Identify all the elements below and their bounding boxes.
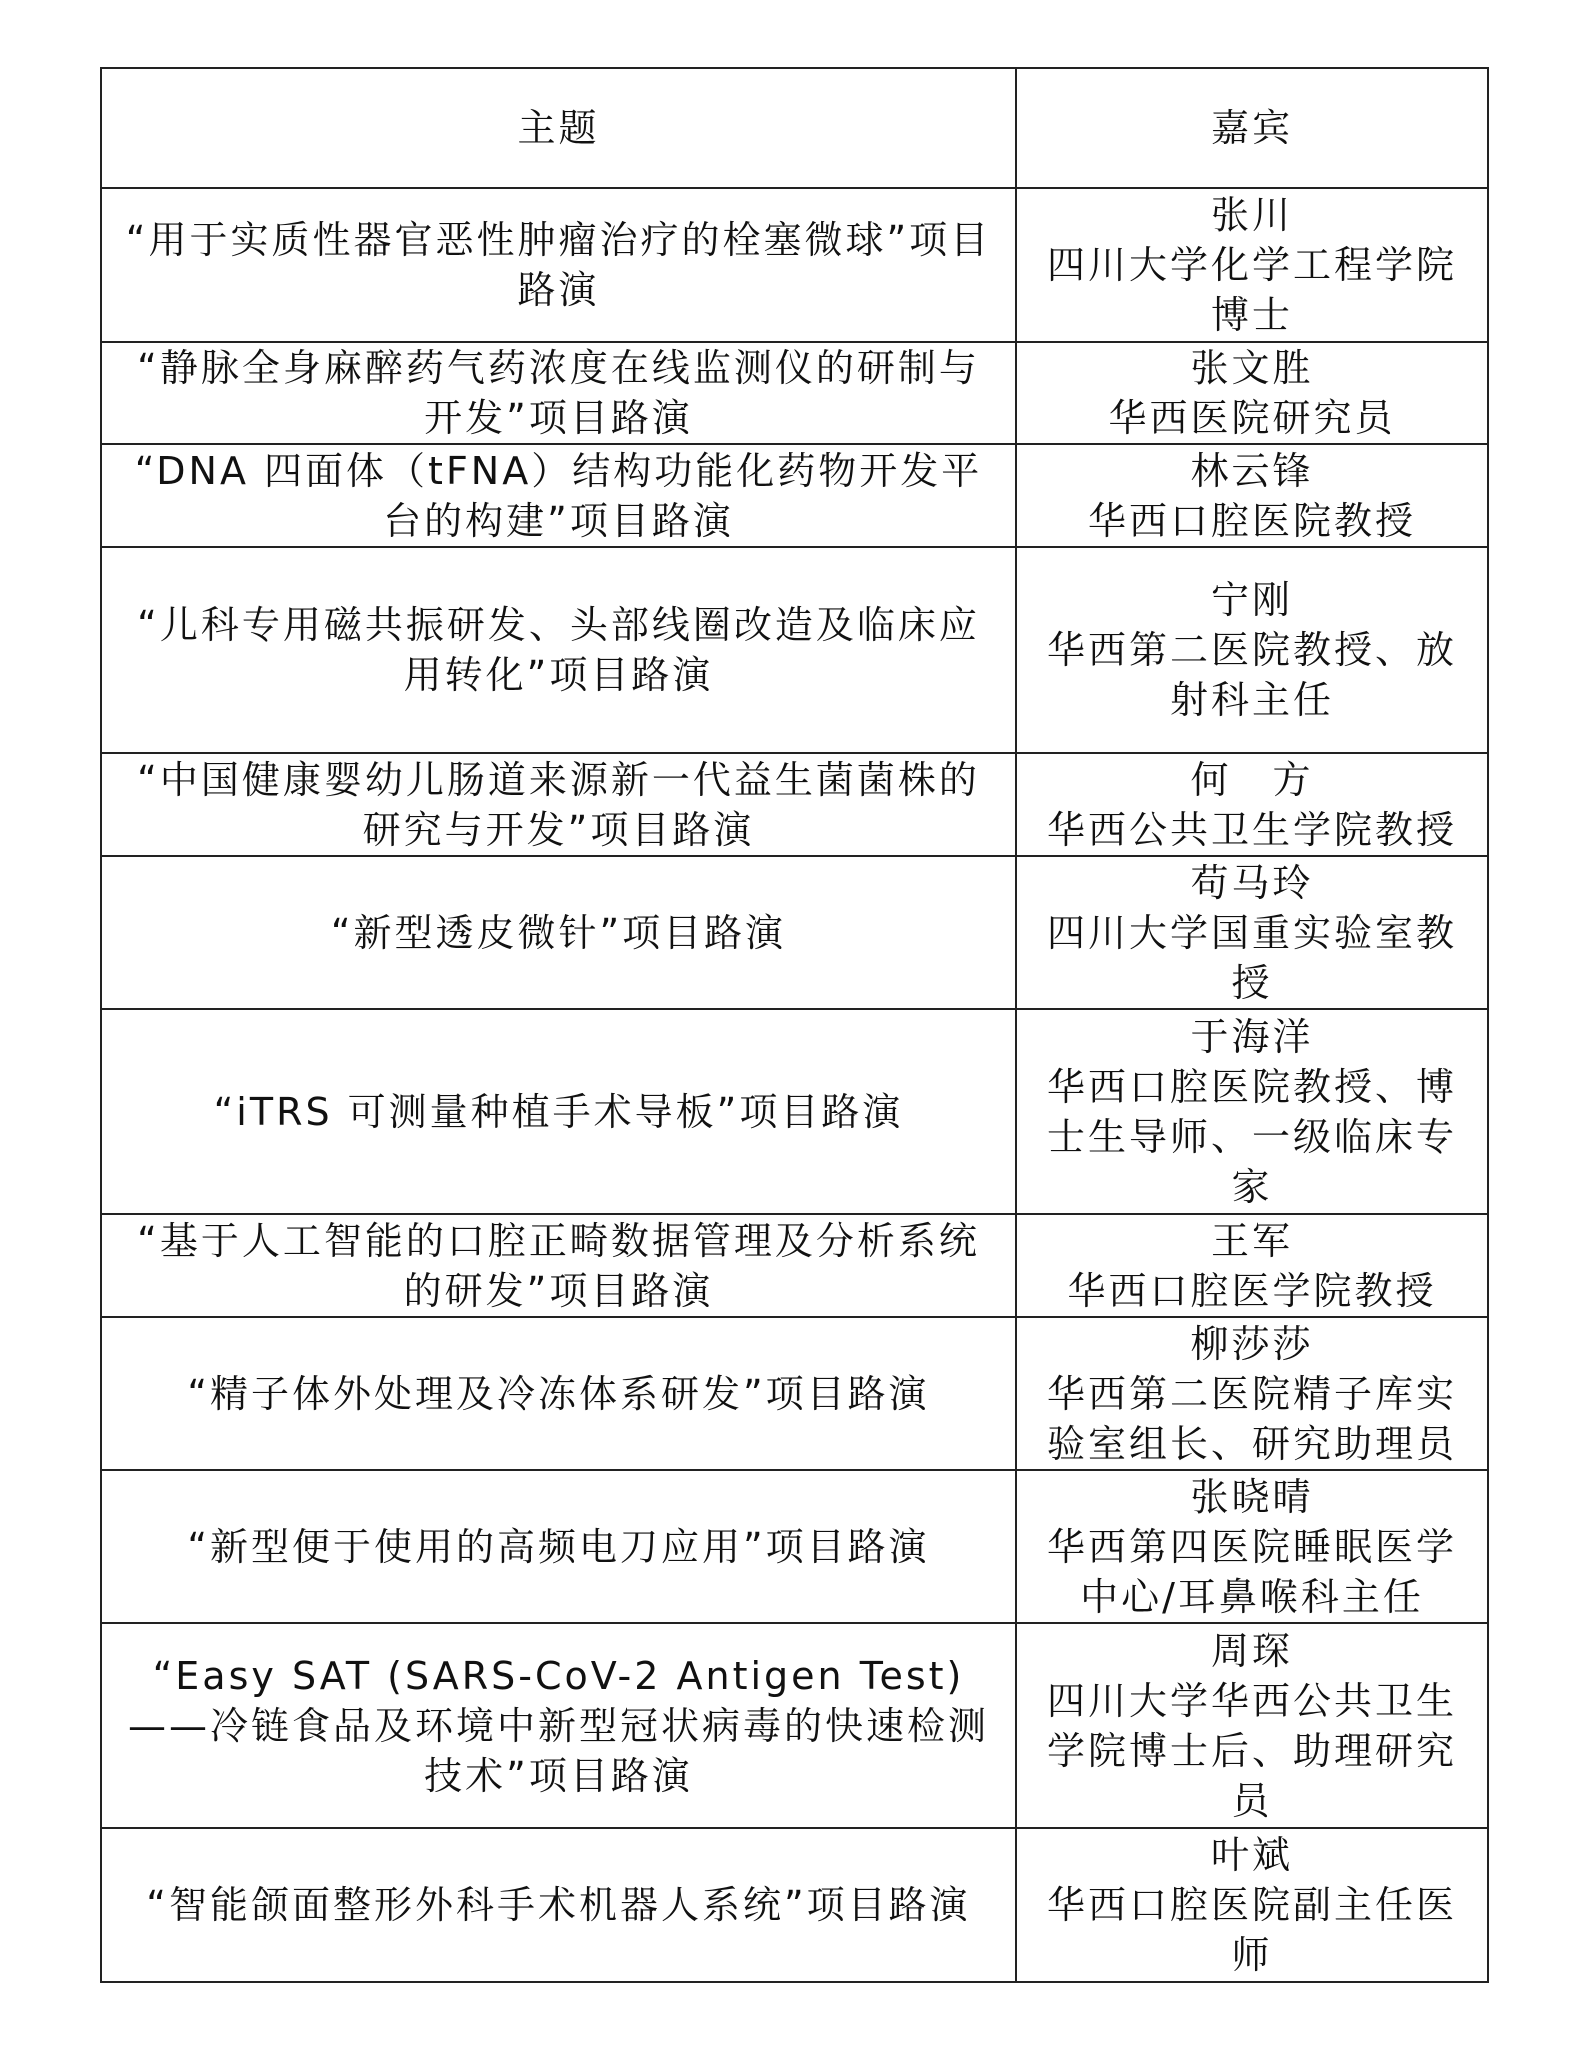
table-row — [101, 444, 1488, 547]
guest-title: 华西公共卫生学院教授 — [1046, 807, 1457, 852]
table-row — [101, 1214, 1488, 1317]
header-topic: 主题 — [101, 68, 1016, 188]
guest-cell — [1016, 1470, 1488, 1623]
guest-title: 华西口腔医院副主任医师 — [1046, 1883, 1457, 1977]
guest-cell — [1016, 753, 1488, 856]
guest-name: 苟马玲 — [1190, 860, 1314, 905]
topic-cell — [101, 1470, 1016, 1623]
guest-name: 叶斌 — [1210, 1833, 1293, 1877]
topic-cell — [101, 1623, 1016, 1828]
table-row — [101, 1623, 1488, 1828]
guest-name: 王军 — [1210, 1218, 1293, 1263]
topic-text: “iTRS 可测量种植手术导板”项目路演 — [213, 1089, 904, 1134]
topic-text: “儿科专用磁共振研发、头部线圈改造及临床应用转化”项目路演 — [137, 603, 980, 697]
topic-cell — [101, 444, 1016, 547]
guest-name: 张文胜 — [1190, 346, 1314, 390]
table-row — [101, 1828, 1488, 1982]
topic-text: “用于实质性器官恶性肿瘤治疗的栓塞微球”项目路演 — [125, 218, 992, 312]
guest-name: 张川 — [1210, 193, 1293, 237]
guest-name: 周琛 — [1210, 1628, 1293, 1673]
guest-cell — [1016, 444, 1488, 547]
table-row — [101, 1470, 1488, 1623]
header-guest: 嘉宾 — [1016, 68, 1488, 188]
table-row — [101, 753, 1488, 856]
guest-title: 四川大学化学工程学院博士 — [1046, 243, 1457, 337]
guest-name: 林云锋 — [1190, 448, 1314, 493]
topic-cell — [101, 1317, 1016, 1470]
guest-title: 四川大学国重实验室教授 — [1046, 910, 1457, 1005]
table-row — [101, 1009, 1488, 1214]
topic-cell — [101, 753, 1016, 856]
guest-title: 华西第二医院精子库实验室组长、研究助理员 — [1046, 1371, 1457, 1466]
guest-cell — [1016, 547, 1488, 753]
roadshow-schedule-table — [100, 67, 1489, 1983]
guest-title: 华西口腔医学院教授 — [1067, 1268, 1437, 1313]
guest-cell — [1016, 1009, 1488, 1214]
topic-cell — [101, 547, 1016, 753]
guest-title: 四川大学华西公共卫生学院博士后、助理研究员 — [1046, 1678, 1457, 1823]
guest-cell — [1016, 1828, 1488, 1982]
topic-cell — [101, 1828, 1016, 1982]
guest-title: 华西口腔医院教授 — [1087, 498, 1416, 543]
guest-name: 张晓晴 — [1190, 1474, 1314, 1519]
guest-title: 华西医院研究员 — [1108, 396, 1396, 440]
table-row — [101, 342, 1488, 444]
table-header-row — [101, 68, 1488, 188]
guest-name: 柳莎莎 — [1190, 1321, 1314, 1366]
topic-text: “Easy SAT (SARS-CoV-2 Antigen Test) ——冷链食品及环境中新型冠状病毒的快速检测技术”项目路演 — [127, 1653, 989, 1798]
topic-text: “中国健康婴幼儿肠道来源新一代益生菌菌株的研究与开发”项目路演 — [137, 757, 980, 852]
guest-cell — [1016, 1214, 1488, 1317]
guest-cell — [1016, 1623, 1488, 1828]
topic-cell — [101, 1214, 1016, 1317]
table-row — [101, 856, 1488, 1009]
table-row — [101, 547, 1488, 753]
topic-text: “基于人工智能的口腔正畸数据管理及分析系统的研发”项目路演 — [137, 1218, 980, 1313]
guest-cell — [1016, 856, 1488, 1009]
guest-cell — [1016, 1317, 1488, 1470]
topic-text: “精子体外处理及冷冻体系研发”项目路演 — [187, 1371, 930, 1416]
guest-title: 华西口腔医院教授、博士生导师、一级临床专家 — [1046, 1064, 1457, 1209]
topic-cell — [101, 342, 1016, 444]
topic-cell — [101, 856, 1016, 1009]
topic-text: “DNA 四面体（tFNA）结构功能化药物开发平台的构建”项目路演 — [134, 448, 983, 543]
topic-text: “新型便于使用的高频电刀应用”项目路演 — [187, 1524, 930, 1569]
guest-cell — [1016, 342, 1488, 444]
topic-cell — [101, 1009, 1016, 1214]
guest-title: 华西第二医院教授、放射科主任 — [1046, 628, 1457, 722]
guest-name: 于海洋 — [1190, 1014, 1314, 1059]
guest-name: 宁刚 — [1210, 578, 1293, 622]
guest-cell — [1016, 188, 1488, 342]
topic-text: “新型透皮微针”项目路演 — [330, 910, 787, 955]
topic-text: “智能颌面整形外科手术机器人系统”项目路演 — [146, 1883, 971, 1927]
topic-text: “静脉全身麻醉药气药浓度在线监测仪的研制与开发”项目路演 — [137, 346, 980, 440]
table-row — [101, 1317, 1488, 1470]
guest-name: 何 方 — [1190, 757, 1314, 802]
guest-title: 华西第四医院睡眠医学中心/耳鼻喉科主任 — [1046, 1524, 1457, 1619]
table-row — [101, 188, 1488, 342]
topic-cell — [101, 188, 1016, 342]
